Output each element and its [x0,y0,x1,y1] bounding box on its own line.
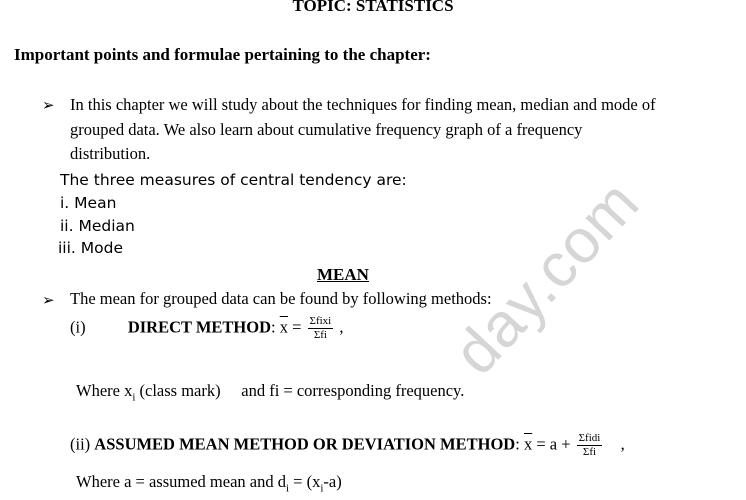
where-text: Where a = assumed mean and d [76,472,286,491]
intro-line-2: grouped data. We also learn about cumulative frequency graph of a frequency [70,120,583,139]
measure-item-mode: iii. Mode [58,239,124,257]
assumed-method-number: (ii) [70,434,91,454]
x-bar-symbol: $\overline{x}$ [279,317,288,337]
direct-method-number: (i) [70,317,86,337]
assumed-method-label: ASSUMED MEAN METHOD OR DEVIATION METHOD [94,434,516,454]
topic-title: TOPIC: STATISTICS [292,0,454,15]
comma: , [620,434,625,454]
comma: , [339,317,344,337]
fraction-numerator: Σfidi [578,432,601,444]
fraction-numerator: Σfixi [309,315,332,327]
where-text: Where x [76,381,133,400]
where-text-end: -a) [323,472,342,491]
mean-methods-text: The mean for grouped data can be found by following methods: [70,289,492,308]
assumed-formula-fraction [577,432,603,459]
measure-item-mean: i. Mean [60,194,117,212]
intro-line-1: In this chapter we will study about the techniques for finding mean, median and mode of [70,95,656,114]
bullet-arrow-icon: ➢ [42,293,55,309]
direct-method-line [70,315,343,342]
subscript-i: i [132,391,136,404]
equals-sign: = [292,317,302,337]
x-bar-symbol: $\overline{x}$ [523,434,533,454]
mean-heading: MEAN [317,265,369,284]
section-heading: Important points and formulae pertaining to the chapter: [14,45,431,64]
measures-intro: The three measures of central tendency are: [60,171,407,189]
where-text-rest: (class mark) and fi = corresponding frequency. [135,381,465,400]
assumed-method-colon: : [515,434,520,454]
intro-line-3: distribution. [70,144,151,163]
direct-method-colon: : [271,317,276,337]
bullet-arrow-icon: ➢ [42,98,55,114]
direct-method-label: DIRECT METHOD [127,317,272,337]
where-text-mid: = (x [289,472,321,491]
where-assumed-mean-line [76,470,342,500]
where-class-mark-line [76,379,464,409]
direct-formula-fraction [308,315,334,342]
equals-a-plus: = a + [536,434,571,454]
fraction-denominator: Σfi [582,446,597,458]
subscript-i: i [285,482,290,495]
measure-item-median: ii. Median [60,217,135,235]
fraction-denominator: Σfi [313,329,327,341]
watermark: day.com [440,167,653,388]
assumed-method-line [70,432,625,459]
subscript-i: i [320,482,324,495]
